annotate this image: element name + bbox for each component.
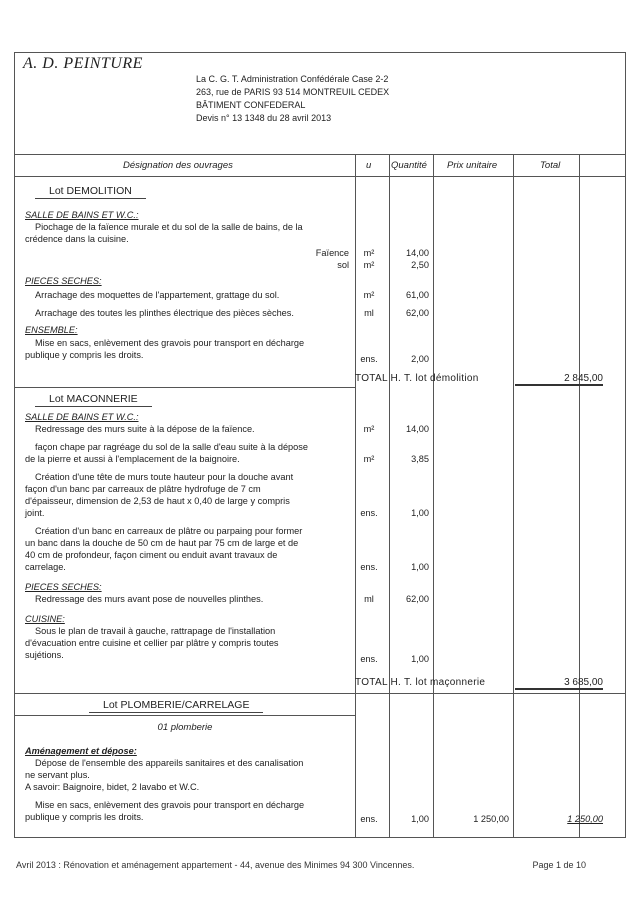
line-text: carrelage. — [25, 562, 66, 572]
line-text: joint. — [25, 508, 45, 518]
col-total: Total — [540, 160, 561, 171]
item-label: Faïence — [315, 248, 349, 258]
item-quantity: 14,00 — [406, 248, 429, 258]
line-text: sujétions. — [25, 650, 64, 660]
lot-maconnerie-title: Lot MACONNERIE — [35, 393, 152, 407]
section-label: SALLE DE BAINS ET W.C.: — [25, 412, 139, 422]
line-text: un banc dans la douche de 50 cm de haut par 75 cm de large et de — [25, 538, 299, 548]
total-demolition-value: 2 845,00 — [515, 373, 603, 386]
col-designation: Désignation des ouvrages — [123, 160, 233, 171]
total-demolition-label: TOTAL H. T. lot démolition — [355, 373, 479, 384]
document-header — [15, 53, 625, 155]
section-label: ENSEMBLE: — [25, 325, 78, 335]
line-text: publique y compris les droits. — [25, 812, 144, 822]
col-quantity: Quantité — [391, 160, 427, 171]
line-text: Mise en sacs, enlèvement des gravois pour transport en décharge — [35, 800, 305, 810]
lot-separator — [15, 693, 625, 694]
line-text: Création d'une tête de murs toute hauteur pour la douche avant — [35, 472, 294, 482]
line-text: Piochage de la faïence murale et du sol de la salle de bains, de la — [35, 222, 303, 232]
line-text: Sous le plan de travail à gauche, rattrapage de l'installation — [35, 626, 276, 636]
total-maconnerie-value: 3 685,00 — [515, 677, 603, 690]
col-unit-price: Prix unitaire — [447, 160, 498, 171]
table-header — [15, 155, 625, 177]
item-unit: ml — [364, 594, 374, 604]
section-label: PIECES SECHES: — [25, 276, 102, 286]
item-quantity: 62,00 — [406, 594, 429, 604]
line-text: d'épaisseur, dimension de 2,53 de haut x 0,40 de large y compris — [25, 496, 290, 506]
lot-plomberie-title: Lot PLOMBERIE/CARRELAGE — [89, 699, 263, 713]
item-unit: m² — [363, 454, 375, 464]
item-unit-price: 1 250,00 — [473, 814, 509, 824]
item-quantity: 62,00 — [406, 308, 429, 318]
lot-separator — [15, 715, 355, 716]
item-quantity: 2,00 — [411, 354, 429, 364]
item-unit: ens. — [360, 508, 378, 518]
line-text: ne servant plus. — [25, 770, 90, 780]
line-text: Création d'un banc en carreaux de plâtre ou parpaing pour former — [35, 526, 303, 536]
item-quantity: 61,00 — [406, 290, 429, 300]
table-body — [15, 177, 625, 837]
item-quantity: 1,00 — [411, 814, 429, 824]
section-label: PIECES SECHES: — [25, 582, 102, 592]
item-unit: ens. — [360, 654, 378, 664]
line-text: de la pierre et aussi à l'emplacement de la baignoire. — [25, 454, 240, 464]
quote-document — [14, 52, 626, 838]
line-text: façon chape par ragréage du sol de la salle d'eau suite à la dépose — [35, 442, 308, 452]
item-unit: m² — [363, 290, 375, 300]
item-label: sol — [337, 260, 349, 270]
line-text: 40 cm de profondeur, façon ciment ou enduit avant travaux de — [25, 550, 278, 560]
item-quantity: 1,00 — [411, 562, 429, 572]
col-unit: u — [366, 160, 372, 171]
company-name: A. D. PEINTURE — [23, 55, 143, 72]
address-line-2: 263, rue de PARIS 93 514 MONTREUIL CEDEX — [196, 87, 390, 97]
address-line-3: BÂTIMENT CONFEDERAL — [196, 100, 306, 110]
line-text: d'évacuation entre cuisine et cellier par plâtre y compris toutes — [25, 638, 279, 648]
subsection-title: 01 plomberie — [157, 722, 213, 733]
item-unit: m² — [363, 260, 375, 270]
item-unit: ens. — [360, 562, 378, 572]
item-quantity: 14,00 — [406, 424, 429, 434]
line-text: publique y compris les droits. — [25, 350, 144, 360]
item-quantity: 1,00 — [411, 508, 429, 518]
section-label: SALLE DE BAINS ET W.C.: — [25, 210, 139, 220]
line-text: Arrachage des toutes les plinthes électrique des pièces sèches. — [35, 308, 294, 318]
line-text: Mise en sacs, enlèvement des gravois pour transport en décharge — [35, 338, 305, 348]
line-text: Dépose de l'ensemble des appareils sanitaires et des canalisation — [35, 758, 304, 768]
item-unit: ens. — [360, 814, 378, 824]
line-text: Redressage des murs suite à la dépose de la faïence. — [35, 424, 255, 434]
total-maconnerie-label: TOTAL H. T. lot maçonnerie — [355, 677, 486, 688]
item-unit: m² — [363, 424, 375, 434]
lot-separator — [15, 387, 355, 388]
item-quantity: 1,00 — [411, 654, 429, 664]
item-quantity: 3,85 — [411, 454, 429, 464]
address-line-1: La C. G. T. Administration Confédérale Case 2-2 — [196, 74, 389, 84]
quote-number: Devis n° 13 1348 du 28 avril 2013 — [196, 113, 332, 123]
line-text: Arrachage des moquettes de l'appartement, grattage du sol. — [35, 290, 280, 300]
page-number: Page 1 de 10 — [532, 860, 586, 870]
lot-demolition-title: Lot DEMOLITION — [35, 185, 146, 199]
line-text: crédence dans la cuisine. — [25, 234, 129, 244]
line-text: façon d'un banc par carreaux de plâtre hydrofuge de 7 cm — [25, 484, 261, 494]
client-address — [196, 73, 389, 125]
item-unit: ml — [364, 308, 374, 318]
line-text: A savoir: Baignoire, bidet, 2 lavabo et W.C. — [25, 782, 200, 792]
footer-text: Avril 2013 : Rénovation et aménagement appartement - 44, avenue des Minimes 94 300 Vincennes. — [16, 860, 415, 870]
section-label: CUISINE: — [25, 614, 65, 624]
item-quantity: 2,50 — [411, 260, 429, 270]
item-unit: ens. — [360, 354, 378, 364]
section-label: Aménagement et dépose: — [25, 746, 137, 756]
item-total: 1 250,00 — [567, 814, 603, 824]
line-text: Redressage des murs avant pose de nouvelles plinthes. — [35, 594, 264, 604]
item-unit: m² — [363, 248, 375, 258]
